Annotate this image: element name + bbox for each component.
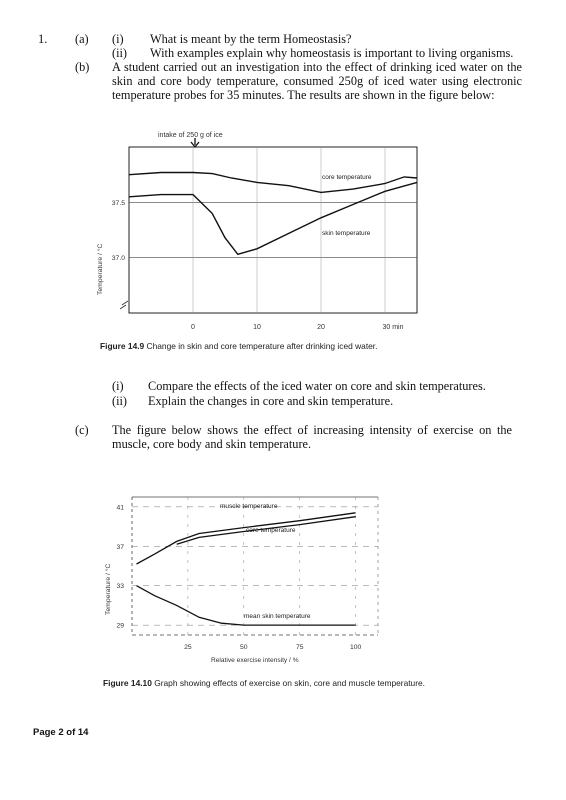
- muscle-temperature-label: muscle temperature: [220, 503, 278, 510]
- intake-annotation: intake of 250 g of ice: [158, 132, 223, 139]
- part-a-i-text: What is meant by the term Homeostasis?: [150, 32, 352, 46]
- skin-temperature-line: [129, 182, 417, 254]
- y-axis-label: Temperature / °C: [97, 243, 104, 295]
- y-tick-label: 37.0: [111, 255, 125, 263]
- figure-14-10-caption: [103, 678, 425, 688]
- part-b-sub-i-label: (i): [112, 379, 124, 393]
- figure-14-10-chart: [96, 485, 396, 670]
- figure-14-9-number: Figure 14.9: [100, 341, 145, 351]
- x-tick-label: 0: [191, 324, 195, 331]
- question-number: 1.: [38, 32, 48, 46]
- y-axis-label-2: Temperature / °C: [105, 563, 112, 615]
- figure-14-9-chart: [92, 125, 432, 340]
- part-b-sub-ii-label: (ii): [112, 394, 128, 408]
- y-tick-label: 41: [116, 504, 124, 512]
- y-tick-label: 29: [116, 622, 124, 630]
- part-b-line-1: A student carried out an investigation into the effect of drinking iced water on the: [112, 60, 522, 74]
- part-c-line-1: The figure below shows the effect of increasing intensity of exercise on the: [112, 423, 512, 437]
- x-tick-label: 75: [295, 644, 304, 651]
- part-b-sub-i-text: Compare the effects of the iced water on core and skin temperatures.: [148, 379, 486, 393]
- x-tick-label: 50: [240, 644, 248, 651]
- y-tick-label: 37: [116, 543, 124, 551]
- core-temperature-line: [129, 173, 417, 193]
- y-tick-label: 37.5: [111, 199, 125, 207]
- part-b-label: (b): [75, 60, 90, 74]
- x-tick-label: 30 min: [382, 324, 404, 331]
- part-b-sub-ii-text: Explain the changes in core and skin temperature.: [148, 394, 394, 408]
- part-b-line-3: temperature probes for 35 minutes. The results are shown in the figure below:: [112, 88, 495, 102]
- core-temperature-label-2: core temperature: [246, 527, 296, 534]
- x-axis-label: Relative exercise intensity / %: [211, 657, 299, 664]
- x-tick-label: 10: [253, 324, 261, 331]
- figure-14-10-number: Figure 14.10: [103, 678, 152, 688]
- y-tick-label: 33: [116, 583, 124, 591]
- part-c-label: (c): [75, 423, 89, 437]
- page-number: Page 2 of 14: [33, 727, 89, 738]
- x-tick-label: 100: [349, 644, 362, 651]
- part-a-label: (a): [75, 32, 89, 46]
- part-a-i-label: (i): [112, 32, 124, 46]
- x-tick-label: 20: [317, 324, 325, 331]
- part-b-line-2: skin and core body temperature, consumed 250g of iced water using electronic: [112, 74, 522, 88]
- figure-14-9-caption: [100, 341, 377, 351]
- mean-skin-temperature-label: mean skin temperature: [244, 613, 311, 620]
- core-temperature-label: core temperature: [322, 174, 372, 181]
- figure-14-10-caption-text: Graph showing effects of exercise on skin, core and muscle temperature.: [154, 678, 425, 688]
- part-c-line-2: muscle, core body and skin temperature.: [112, 437, 312, 451]
- skin-temperature-label: skin temperature: [322, 230, 371, 237]
- x-tick-label: 25: [184, 644, 192, 651]
- part-a-ii-text: With examples explain why homeostasis is important to living organisms.: [150, 46, 514, 60]
- muscle-temperature-line: [137, 513, 356, 564]
- axis-break-icon: [120, 301, 128, 309]
- figure-14-9-caption-text: Change in skin and core temperature after drinking iced water.: [146, 341, 378, 351]
- intake-arrow-icon: [191, 138, 199, 147]
- figure-14-9-plot: [96, 132, 417, 331]
- part-a-ii-label: (ii): [112, 46, 128, 60]
- figure-14-10-plot: [104, 497, 378, 664]
